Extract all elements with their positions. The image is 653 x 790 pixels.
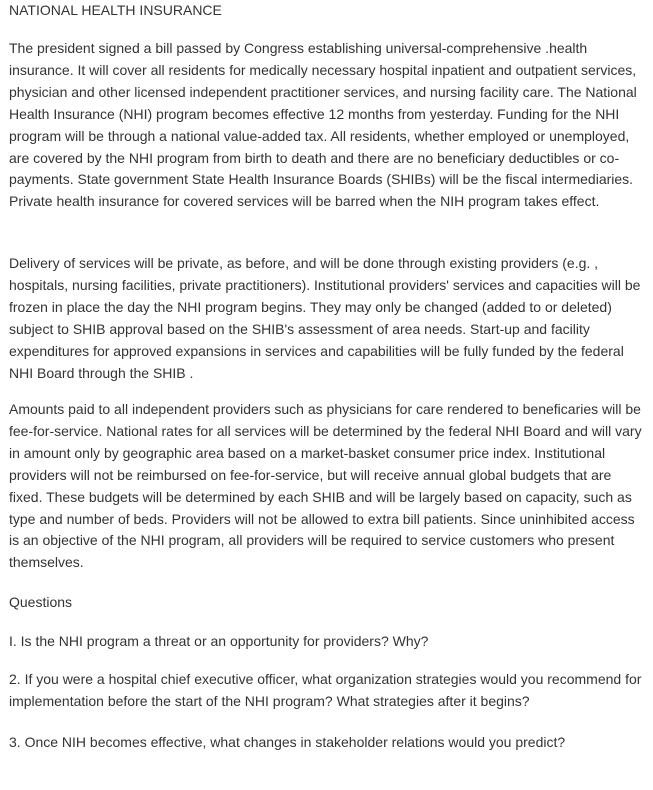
questions-heading: Questions <box>9 594 73 610</box>
question-3: 3. Once NIH becomes effective, what changes in stakeholder relations would you predict? <box>9 734 566 750</box>
paragraph-program-overview: The president signed a bill passed by Congress establishing universal-comprehensive .health insurance. It will cover all residents for medically necessary hospital inpatient and outpatient services, physician and other licensed independent practitioner services, and nursing facility care. The National Health Insurance (NHI) program becomes effective 12 months from yesterday. Funding for the NHI program will be through a national value-added tax. All residents, whether employed or unemployed, are covered by the NHI program from birth to death and there are no beneficiary deductibles or co-payments. State government State Health Insurance Boards (SHIBs) will be the fiscal intermediaries. Private health insurance for covered services will be barred when the NIH program takes effect. <box>9 40 637 210</box>
document-title: NATIONAL HEALTH INSURANCE <box>9 2 222 18</box>
question-2: 2. If you were a hospital chief executive officer, what organization strategies would you recommend for implementation before the start of the NHI program? What strategies after it begins? <box>9 671 642 709</box>
paragraph-service-delivery: Delivery of services will be private, as before, and will be done through existing providers (e.g. , hospitals, nursing facilities, private practitioners). Institutional providers' services and capacities will be frozen in place the day the NHI program begins. They may only be changed (added to or deleted) subject to SHIB approval based on the SHIB's assessment of area needs. Start-up and facility expenditures for approved expansions in services and capabilities will be fully funded by the federal NHI Board through the SHIB . <box>9 255 641 381</box>
paragraph-provider-payment: Amounts paid to all independent providers such as physicians for care rendered to beneficaries will be fee-for-service. National rates for all services will be determined by the federal NHI Board and will vary in amount only by geographic area based on a market-basket consumer price index. Institutional providers will not be reimbursed on fee-for-service, but will receive annual global budgets that are fixed. These budgets will be determined by each SHIB and will be largely based on capacity, such as type and number of beds. Providers will not be allowed to extra bill patients. Since uninhibited access is an objective of the NHI program, all providers will be required to service customers who present themselves. <box>9 401 642 571</box>
question-1: I. Is the NHI program a threat or an opportunity for providers? Why? <box>9 633 429 649</box>
